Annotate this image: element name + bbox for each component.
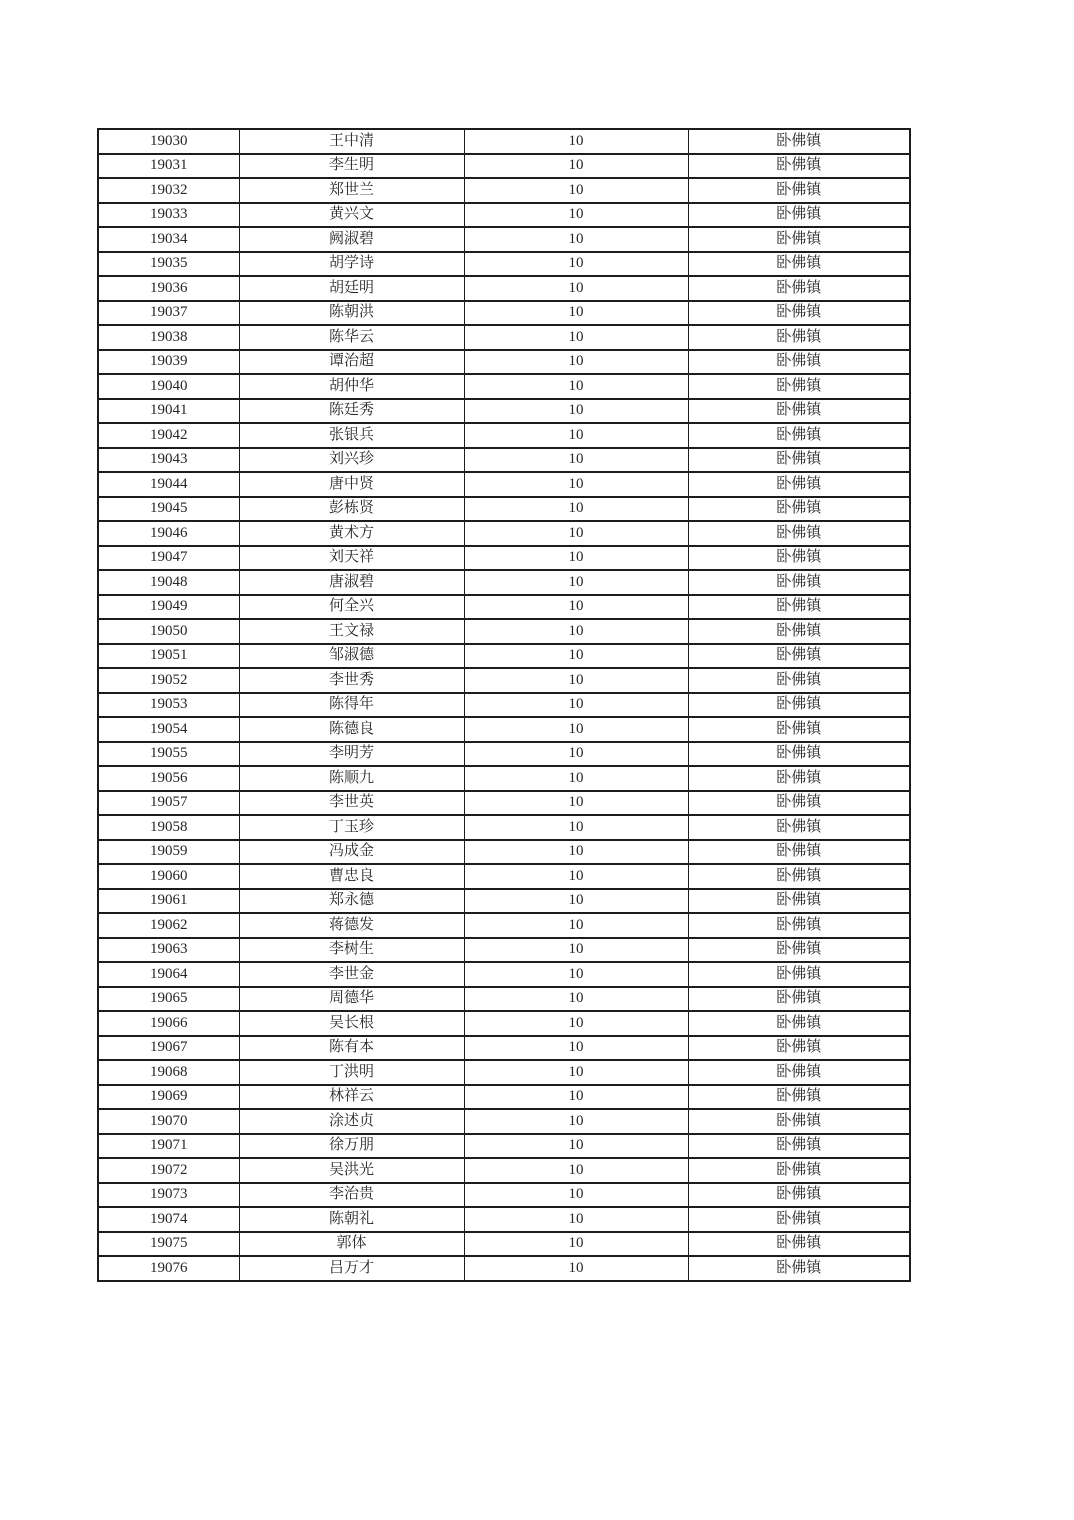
town-cell: 卧佛镇 xyxy=(688,1134,910,1159)
name-cell: 郑永德 xyxy=(239,889,464,914)
town-cell: 卧佛镇 xyxy=(688,619,910,644)
town-cell: 卧佛镇 xyxy=(688,962,910,987)
table-row xyxy=(98,1036,910,1061)
town-cell: 卧佛镇 xyxy=(688,350,910,375)
id-cell: 19064 xyxy=(98,962,239,987)
quantity-cell: 10 xyxy=(464,644,688,669)
table-row xyxy=(98,1232,910,1257)
name-cell: 邹淑德 xyxy=(239,644,464,669)
table-row xyxy=(98,668,910,693)
id-cell: 19075 xyxy=(98,1232,239,1257)
table-row xyxy=(98,644,910,669)
name-cell: 吕万才 xyxy=(239,1256,464,1281)
town-cell: 卧佛镇 xyxy=(688,325,910,350)
town-cell: 卧佛镇 xyxy=(688,301,910,326)
quantity-cell: 10 xyxy=(464,1232,688,1257)
quantity-cell: 10 xyxy=(464,668,688,693)
town-cell: 卧佛镇 xyxy=(688,913,910,938)
quantity-cell: 10 xyxy=(464,766,688,791)
name-cell: 曹忠良 xyxy=(239,864,464,889)
name-cell: 谭治超 xyxy=(239,350,464,375)
town-cell: 卧佛镇 xyxy=(688,1232,910,1257)
id-cell: 19031 xyxy=(98,154,239,179)
roster-table-body xyxy=(98,129,910,1281)
name-cell: 张银兵 xyxy=(239,423,464,448)
id-cell: 19049 xyxy=(98,595,239,620)
name-cell: 王文禄 xyxy=(239,619,464,644)
town-cell: 卧佛镇 xyxy=(688,252,910,277)
quantity-cell: 10 xyxy=(464,472,688,497)
quantity-cell: 10 xyxy=(464,521,688,546)
town-cell: 卧佛镇 xyxy=(688,203,910,228)
quantity-cell: 10 xyxy=(464,350,688,375)
table-row xyxy=(98,717,910,742)
quantity-cell: 10 xyxy=(464,1036,688,1061)
id-cell: 19066 xyxy=(98,1011,239,1036)
quantity-cell: 10 xyxy=(464,962,688,987)
name-cell: 冯成金 xyxy=(239,840,464,865)
table-row xyxy=(98,1060,910,1085)
id-cell: 19068 xyxy=(98,1060,239,1085)
table-row xyxy=(98,742,910,767)
town-cell: 卧佛镇 xyxy=(688,1109,910,1134)
id-cell: 19073 xyxy=(98,1183,239,1208)
name-cell: 李世英 xyxy=(239,791,464,816)
name-cell: 吴洪光 xyxy=(239,1158,464,1183)
town-cell: 卧佛镇 xyxy=(688,1011,910,1036)
town-cell: 卧佛镇 xyxy=(688,521,910,546)
quantity-cell: 10 xyxy=(464,864,688,889)
id-cell: 19044 xyxy=(98,472,239,497)
name-cell: 李治贵 xyxy=(239,1183,464,1208)
id-cell: 19067 xyxy=(98,1036,239,1061)
name-cell: 李世秀 xyxy=(239,668,464,693)
name-cell: 李明芳 xyxy=(239,742,464,767)
quantity-cell: 10 xyxy=(464,619,688,644)
id-cell: 19052 xyxy=(98,668,239,693)
id-cell: 19047 xyxy=(98,546,239,571)
table-row xyxy=(98,889,910,914)
table-row xyxy=(98,472,910,497)
town-cell: 卧佛镇 xyxy=(688,178,910,203)
name-cell: 胡学诗 xyxy=(239,252,464,277)
town-cell: 卧佛镇 xyxy=(688,987,910,1012)
table-row xyxy=(98,203,910,228)
id-cell: 19053 xyxy=(98,693,239,718)
quantity-cell: 10 xyxy=(464,301,688,326)
name-cell: 胡廷明 xyxy=(239,276,464,301)
table-row xyxy=(98,1109,910,1134)
id-cell: 19070 xyxy=(98,1109,239,1134)
table-row xyxy=(98,1158,910,1183)
town-cell: 卧佛镇 xyxy=(688,472,910,497)
quantity-cell: 10 xyxy=(464,227,688,252)
town-cell: 卧佛镇 xyxy=(688,864,910,889)
quantity-cell: 10 xyxy=(464,129,688,154)
town-cell: 卧佛镇 xyxy=(688,1158,910,1183)
name-cell: 陈华云 xyxy=(239,325,464,350)
id-cell: 19065 xyxy=(98,987,239,1012)
name-cell: 陈得年 xyxy=(239,693,464,718)
quantity-cell: 10 xyxy=(464,1158,688,1183)
id-cell: 19074 xyxy=(98,1207,239,1232)
quantity-cell: 10 xyxy=(464,399,688,424)
id-cell: 19057 xyxy=(98,791,239,816)
table-row xyxy=(98,350,910,375)
id-cell: 19033 xyxy=(98,203,239,228)
table-row xyxy=(98,693,910,718)
table-row xyxy=(98,815,910,840)
quantity-cell: 10 xyxy=(464,252,688,277)
name-cell: 唐淑碧 xyxy=(239,570,464,595)
name-cell: 林祥云 xyxy=(239,1085,464,1110)
name-cell: 涂述贞 xyxy=(239,1109,464,1134)
table-row xyxy=(98,766,910,791)
table-row xyxy=(98,448,910,473)
id-cell: 19037 xyxy=(98,301,239,326)
town-cell: 卧佛镇 xyxy=(688,742,910,767)
name-cell: 李生明 xyxy=(239,154,464,179)
town-cell: 卧佛镇 xyxy=(688,570,910,595)
roster-table xyxy=(97,128,911,1282)
town-cell: 卧佛镇 xyxy=(688,1256,910,1281)
id-cell: 19038 xyxy=(98,325,239,350)
name-cell: 郭体 xyxy=(239,1232,464,1257)
table-row xyxy=(98,301,910,326)
id-cell: 19034 xyxy=(98,227,239,252)
id-cell: 19055 xyxy=(98,742,239,767)
table-row xyxy=(98,497,910,522)
id-cell: 19063 xyxy=(98,938,239,963)
id-cell: 19045 xyxy=(98,497,239,522)
table-row xyxy=(98,1183,910,1208)
table-row xyxy=(98,1256,910,1281)
name-cell: 陈德良 xyxy=(239,717,464,742)
quantity-cell: 10 xyxy=(464,1134,688,1159)
table-row xyxy=(98,178,910,203)
name-cell: 黄术方 xyxy=(239,521,464,546)
table-row xyxy=(98,570,910,595)
quantity-cell: 10 xyxy=(464,423,688,448)
id-cell: 19061 xyxy=(98,889,239,914)
town-cell: 卧佛镇 xyxy=(688,1183,910,1208)
id-cell: 19060 xyxy=(98,864,239,889)
id-cell: 19030 xyxy=(98,129,239,154)
town-cell: 卧佛镇 xyxy=(688,227,910,252)
quantity-cell: 10 xyxy=(464,595,688,620)
id-cell: 19054 xyxy=(98,717,239,742)
table-row xyxy=(98,938,910,963)
name-cell: 郑世兰 xyxy=(239,178,464,203)
roster-table-container xyxy=(97,128,911,1282)
table-row xyxy=(98,987,910,1012)
id-cell: 19041 xyxy=(98,399,239,424)
name-cell: 陈顺九 xyxy=(239,766,464,791)
name-cell: 陈朝礼 xyxy=(239,1207,464,1232)
name-cell: 陈廷秀 xyxy=(239,399,464,424)
quantity-cell: 10 xyxy=(464,840,688,865)
table-row xyxy=(98,252,910,277)
quantity-cell: 10 xyxy=(464,448,688,473)
name-cell: 吴长根 xyxy=(239,1011,464,1036)
id-cell: 19035 xyxy=(98,252,239,277)
name-cell: 丁玉珍 xyxy=(239,815,464,840)
table-row xyxy=(98,227,910,252)
quantity-cell: 10 xyxy=(464,717,688,742)
id-cell: 19046 xyxy=(98,521,239,546)
quantity-cell: 10 xyxy=(464,1060,688,1085)
table-row xyxy=(98,595,910,620)
quantity-cell: 10 xyxy=(464,178,688,203)
id-cell: 19051 xyxy=(98,644,239,669)
town-cell: 卧佛镇 xyxy=(688,815,910,840)
town-cell: 卧佛镇 xyxy=(688,840,910,865)
town-cell: 卧佛镇 xyxy=(688,276,910,301)
town-cell: 卧佛镇 xyxy=(688,791,910,816)
id-cell: 19076 xyxy=(98,1256,239,1281)
table-row xyxy=(98,962,910,987)
quantity-cell: 10 xyxy=(464,1085,688,1110)
quantity-cell: 10 xyxy=(464,815,688,840)
id-cell: 19043 xyxy=(98,448,239,473)
name-cell: 胡仲华 xyxy=(239,374,464,399)
town-cell: 卧佛镇 xyxy=(688,1085,910,1110)
name-cell: 蒋德发 xyxy=(239,913,464,938)
table-row xyxy=(98,521,910,546)
quantity-cell: 10 xyxy=(464,889,688,914)
quantity-cell: 10 xyxy=(464,154,688,179)
town-cell: 卧佛镇 xyxy=(688,644,910,669)
quantity-cell: 10 xyxy=(464,497,688,522)
quantity-cell: 10 xyxy=(464,742,688,767)
table-row xyxy=(98,276,910,301)
town-cell: 卧佛镇 xyxy=(688,766,910,791)
name-cell: 黄兴文 xyxy=(239,203,464,228)
name-cell: 刘天祥 xyxy=(239,546,464,571)
quantity-cell: 10 xyxy=(464,791,688,816)
town-cell: 卧佛镇 xyxy=(688,1036,910,1061)
id-cell: 19058 xyxy=(98,815,239,840)
town-cell: 卧佛镇 xyxy=(688,595,910,620)
quantity-cell: 10 xyxy=(464,938,688,963)
id-cell: 19071 xyxy=(98,1134,239,1159)
quantity-cell: 10 xyxy=(464,276,688,301)
id-cell: 19062 xyxy=(98,913,239,938)
name-cell: 何全兴 xyxy=(239,595,464,620)
id-cell: 19032 xyxy=(98,178,239,203)
id-cell: 19040 xyxy=(98,374,239,399)
quantity-cell: 10 xyxy=(464,1011,688,1036)
town-cell: 卧佛镇 xyxy=(688,129,910,154)
table-row xyxy=(98,423,910,448)
id-cell: 19042 xyxy=(98,423,239,448)
table-row xyxy=(98,619,910,644)
quantity-cell: 10 xyxy=(464,203,688,228)
table-row xyxy=(98,1011,910,1036)
table-row xyxy=(98,546,910,571)
id-cell: 19050 xyxy=(98,619,239,644)
name-cell: 陈朝洪 xyxy=(239,301,464,326)
quantity-cell: 10 xyxy=(464,1207,688,1232)
name-cell: 唐中贤 xyxy=(239,472,464,497)
quantity-cell: 10 xyxy=(464,325,688,350)
quantity-cell: 10 xyxy=(464,1109,688,1134)
town-cell: 卧佛镇 xyxy=(688,1060,910,1085)
id-cell: 19048 xyxy=(98,570,239,595)
id-cell: 19072 xyxy=(98,1158,239,1183)
name-cell: 刘兴珍 xyxy=(239,448,464,473)
town-cell: 卧佛镇 xyxy=(688,668,910,693)
table-row xyxy=(98,864,910,889)
quantity-cell: 10 xyxy=(464,693,688,718)
town-cell: 卧佛镇 xyxy=(688,497,910,522)
id-cell: 19059 xyxy=(98,840,239,865)
table-row xyxy=(98,1134,910,1159)
table-row xyxy=(98,791,910,816)
quantity-cell: 10 xyxy=(464,1256,688,1281)
table-row xyxy=(98,399,910,424)
town-cell: 卧佛镇 xyxy=(688,693,910,718)
table-row xyxy=(98,154,910,179)
town-cell: 卧佛镇 xyxy=(688,154,910,179)
id-cell: 19069 xyxy=(98,1085,239,1110)
name-cell: 徐万朋 xyxy=(239,1134,464,1159)
table-row xyxy=(98,325,910,350)
name-cell: 周德华 xyxy=(239,987,464,1012)
id-cell: 19039 xyxy=(98,350,239,375)
name-cell: 李树生 xyxy=(239,938,464,963)
name-cell: 丁洪明 xyxy=(239,1060,464,1085)
town-cell: 卧佛镇 xyxy=(688,423,910,448)
quantity-cell: 10 xyxy=(464,570,688,595)
table-row xyxy=(98,374,910,399)
table-row xyxy=(98,1207,910,1232)
name-cell: 陈有本 xyxy=(239,1036,464,1061)
table-row xyxy=(98,1085,910,1110)
town-cell: 卧佛镇 xyxy=(688,399,910,424)
name-cell: 阙淑碧 xyxy=(239,227,464,252)
name-cell: 王中清 xyxy=(239,129,464,154)
quantity-cell: 10 xyxy=(464,546,688,571)
town-cell: 卧佛镇 xyxy=(688,448,910,473)
id-cell: 19036 xyxy=(98,276,239,301)
name-cell: 李世金 xyxy=(239,962,464,987)
town-cell: 卧佛镇 xyxy=(688,546,910,571)
table-row xyxy=(98,840,910,865)
town-cell: 卧佛镇 xyxy=(688,889,910,914)
quantity-cell: 10 xyxy=(464,987,688,1012)
table-row xyxy=(98,129,910,154)
quantity-cell: 10 xyxy=(464,913,688,938)
town-cell: 卧佛镇 xyxy=(688,374,910,399)
town-cell: 卧佛镇 xyxy=(688,938,910,963)
quantity-cell: 10 xyxy=(464,374,688,399)
quantity-cell: 10 xyxy=(464,1183,688,1208)
town-cell: 卧佛镇 xyxy=(688,1207,910,1232)
town-cell: 卧佛镇 xyxy=(688,717,910,742)
name-cell: 彭栋贤 xyxy=(239,497,464,522)
table-row xyxy=(98,913,910,938)
id-cell: 19056 xyxy=(98,766,239,791)
